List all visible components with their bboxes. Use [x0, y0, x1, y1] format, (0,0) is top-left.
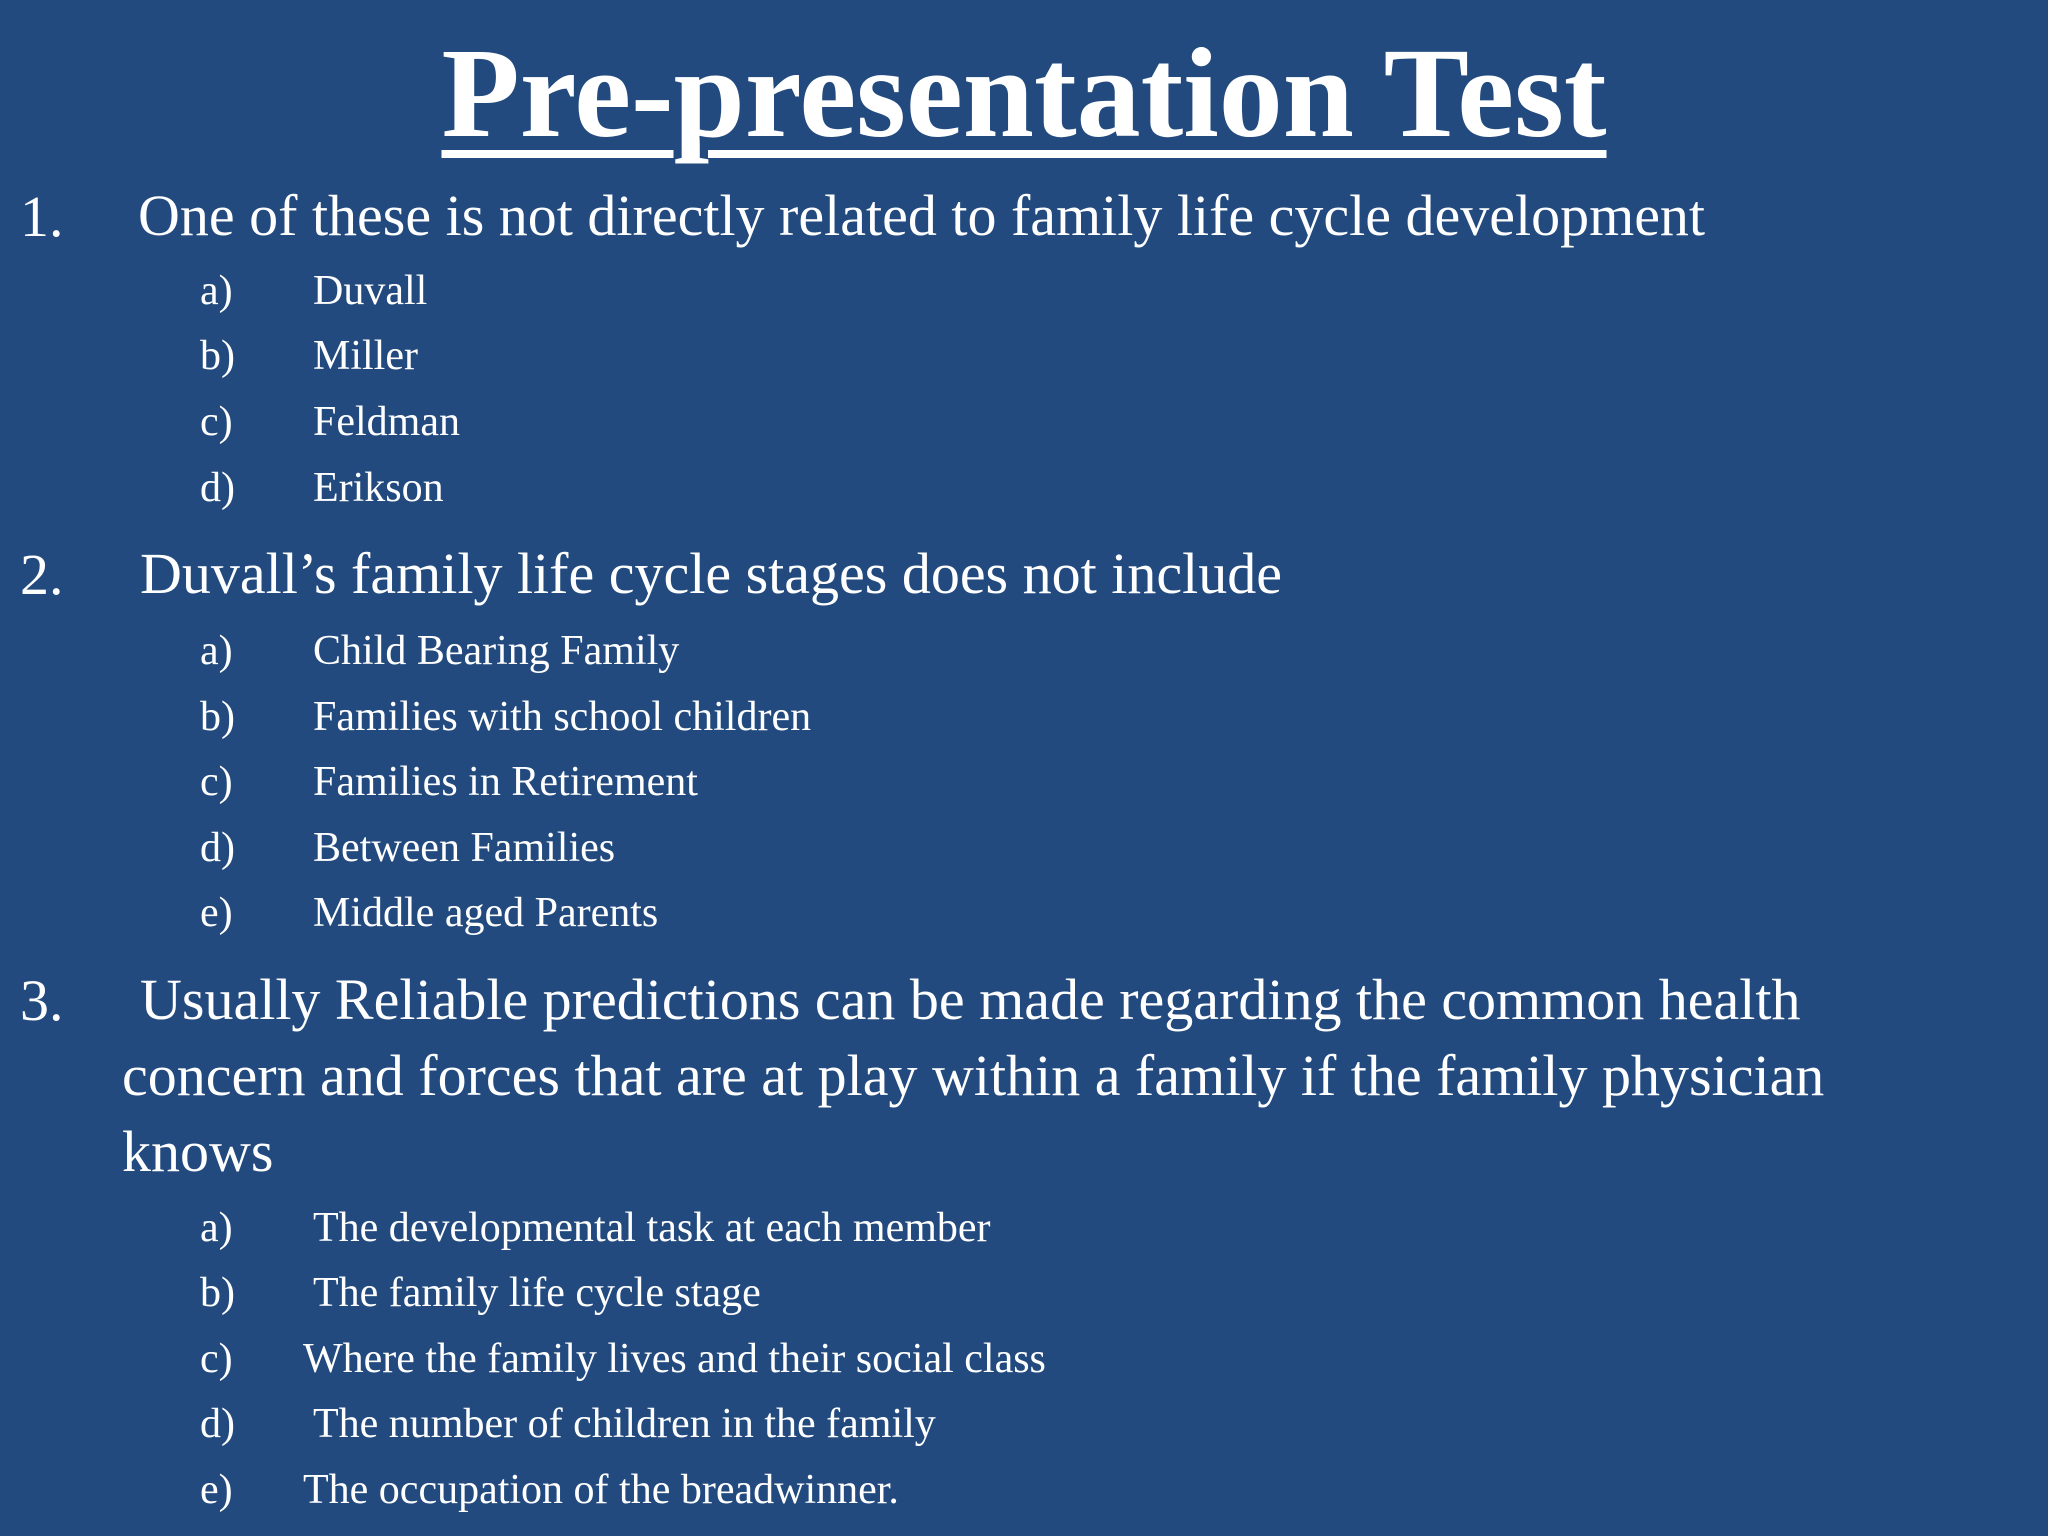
question-3-option-b: The family life cycle stage [313, 1270, 761, 1316]
question-2-option-a-letter: a) [200, 628, 233, 674]
question-1-option-a: Duvall [313, 268, 428, 314]
question-2-option-c: Families in Retirement [313, 759, 698, 805]
question-3-option-a: The developmental task at each member [313, 1205, 991, 1251]
question-2-text: Duvall’s family life cycle stages does not include [140, 541, 1282, 606]
question-2-option-b: Families with school children [313, 694, 812, 740]
question-3-option-e: The occupation of the breadwinner. [303, 1467, 899, 1513]
question-3-option-d: The number of children in the family [313, 1401, 936, 1447]
question-3-text-line-2: concern and forces that are at play within a family if the family physician [122, 1043, 1825, 1108]
question-2-option-b-letter: b) [200, 694, 235, 740]
question-3-option-c: Where the family lives and their social class [303, 1336, 1046, 1382]
question-3-text-line-1: Usually Reliable predictions can be made regarding the common health [140, 967, 1801, 1032]
question-2-option-e: Middle aged Parents [313, 890, 659, 936]
question-2-option-c-letter: c) [200, 759, 233, 805]
question-2-option-d-letter: d) [200, 825, 235, 871]
question-1-option-c: Feldman [313, 399, 460, 445]
question-1-option-b: Miller [313, 333, 418, 379]
question-1-text: One of these is not directly related to family life cycle development [138, 183, 1706, 248]
slide-title [0, 18, 2048, 168]
question-1-option-b-letter: b) [200, 333, 235, 379]
question-3-number: 3. [20, 968, 64, 1033]
question-1-number: 1. [20, 184, 64, 249]
question-1-option-d-letter: d) [200, 465, 235, 511]
question-3-option-e-letter: e) [200, 1467, 233, 1513]
question-2-option-d: Between Families [313, 825, 616, 871]
question-2-option-e-letter: e) [200, 890, 233, 936]
question-3-option-b-letter: b) [200, 1270, 235, 1316]
slide-title-text: Pre-presentation Test [441, 22, 1607, 164]
question-1-option-d: Erikson [313, 465, 444, 511]
question-3-option-d-letter: d) [200, 1401, 235, 1447]
question-3-option-c-letter: c) [200, 1336, 233, 1382]
question-2-option-a: Child Bearing Family [313, 628, 680, 674]
question-1-option-c-letter: c) [200, 399, 233, 445]
question-3-text-line-3: knows [122, 1119, 274, 1184]
question-3-option-a-letter: a) [200, 1205, 233, 1251]
question-1-option-a-letter: a) [200, 268, 233, 314]
question-2-number: 2. [20, 542, 64, 607]
